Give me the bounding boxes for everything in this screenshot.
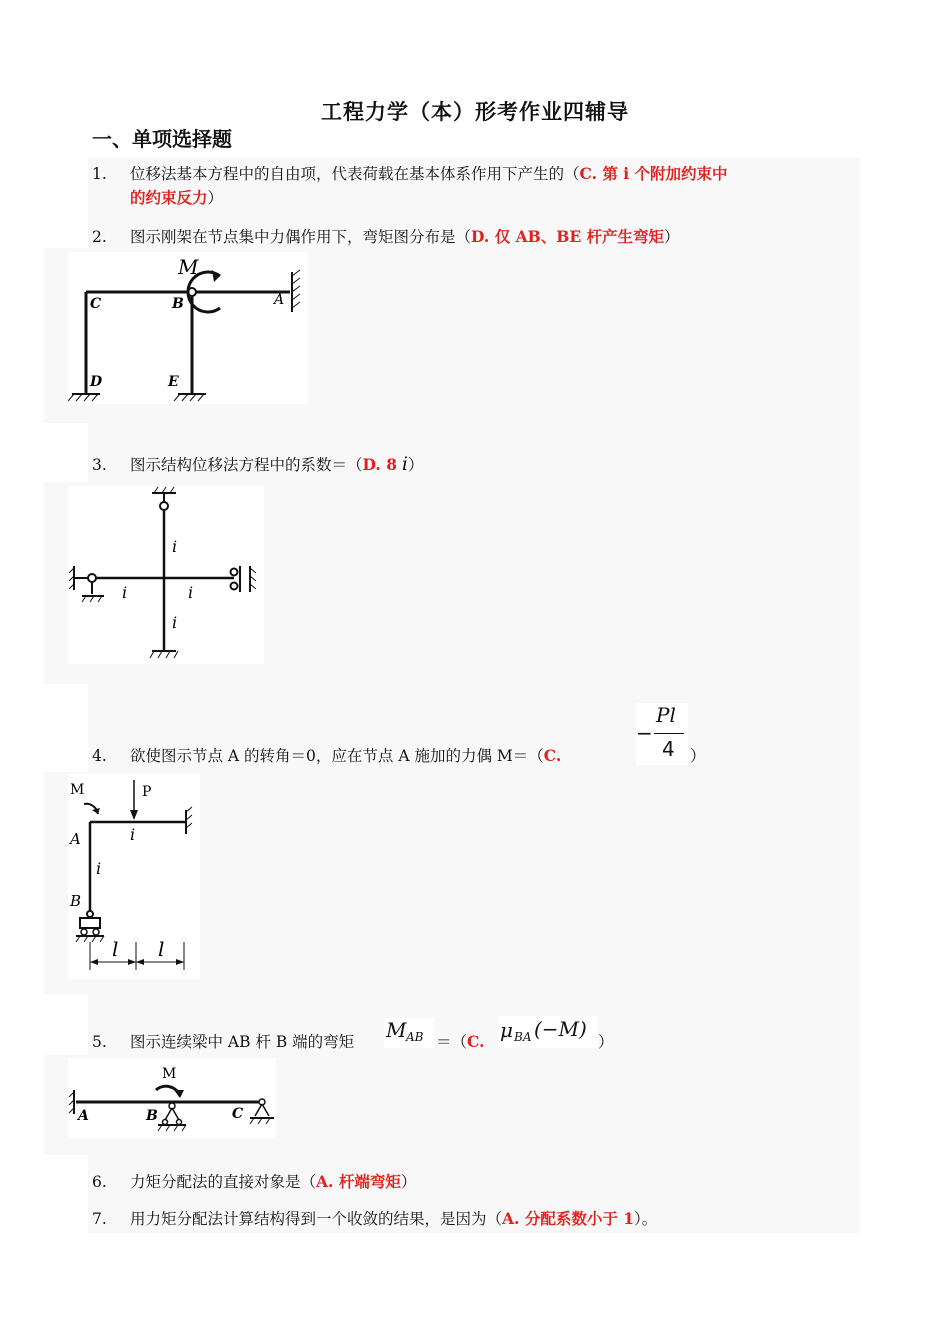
answer: C.	[543, 746, 562, 765]
question-text: 图示连续梁中 AB 杆 B 端的弯矩	[130, 1033, 355, 1051]
distribution-formula	[498, 1016, 598, 1048]
mu-argument: (−M)	[534, 1017, 587, 1041]
moment-symbol	[384, 1018, 434, 1048]
beam-diagram	[68, 1058, 276, 1138]
closing-paren: ）	[207, 189, 224, 207]
answer: D. 8	[362, 455, 397, 474]
fraction-denominator: 4	[662, 737, 675, 761]
question-1	[92, 162, 728, 210]
closing-paren: ）	[400, 1173, 417, 1191]
closing-paren: ）	[690, 747, 706, 765]
label-c: C	[232, 1106, 244, 1122]
label-m: M	[162, 1066, 177, 1082]
label-i-right: i	[188, 583, 194, 602]
question-7	[92, 1207, 657, 1231]
label-i-left: i	[122, 583, 128, 602]
answer: A. 分配系数小于 1	[502, 1209, 635, 1228]
equals-paren: ＝（	[436, 1033, 468, 1051]
question-number: 1.	[92, 165, 107, 183]
fraction-numerator: Pl	[656, 703, 676, 727]
figure-3-cross	[68, 486, 264, 664]
answer: C.	[467, 1032, 485, 1051]
math-i: i	[401, 453, 408, 475]
closing-paren: ）	[408, 456, 424, 474]
question-number: 4.	[92, 747, 107, 765]
moment-subscript: AB	[406, 1030, 424, 1044]
label-i-horizontal: i	[130, 825, 136, 844]
question-number: 6.	[92, 1173, 107, 1191]
mu-symbol: μ	[500, 1018, 513, 1042]
question-text: 欲使图示节点 A 的转角＝0，应在节点 A 施加的力偶 M＝（	[130, 747, 544, 765]
label-a: A	[274, 292, 285, 308]
label-i-bottom: i	[172, 613, 178, 632]
question-4	[92, 744, 561, 768]
question-text: 位移法基本方程中的自由项，代表荷载在基本体系作用下产生的（	[130, 165, 580, 183]
label-a: A	[78, 1108, 89, 1124]
section-heading: 一、单项选择题	[92, 127, 232, 151]
label-b: B	[146, 1108, 158, 1124]
frame-diagram-a	[68, 774, 200, 979]
label-b: B	[70, 892, 82, 910]
answer: C. 第 i 个附加约束中	[579, 164, 728, 183]
fraction-bar	[654, 733, 684, 734]
label-i-vertical: i	[96, 859, 102, 878]
moment-m: M	[386, 1018, 407, 1042]
question-text: 图示刚架在节点集中力偶作用下，弯矩图分布是（	[130, 228, 472, 246]
answer-continued: 的约束反力	[130, 188, 208, 207]
closing-paren: ）。	[634, 1210, 658, 1228]
cross-diagram	[68, 486, 264, 664]
label-a: A	[70, 830, 81, 848]
label-l-2: l	[158, 937, 165, 961]
answer: A. 杆端弯矩	[316, 1172, 401, 1191]
question-number: 7.	[92, 1210, 107, 1228]
label-c: C	[90, 296, 102, 312]
figure-4-frame	[68, 774, 200, 979]
question-2	[92, 225, 680, 249]
question-number: 2.	[92, 228, 107, 246]
fraction-formula	[636, 703, 688, 765]
question-number: 5.	[92, 1033, 107, 1051]
label-l-1: l	[112, 937, 119, 961]
mu-subscript: BA	[514, 1030, 532, 1044]
frame-diagram	[68, 252, 308, 404]
label-i-top: i	[172, 537, 178, 556]
label-m: M	[70, 782, 85, 798]
question-text: 用力矩分配法计算结构得到一个收敛的结果，是因为（	[130, 1210, 503, 1228]
question-text: 图示结构位移法方程中的系数＝（	[130, 456, 363, 474]
label-b: B	[172, 296, 184, 312]
question-5-answer	[436, 1030, 484, 1054]
question-number: 3.	[92, 456, 107, 474]
question-6	[92, 1170, 416, 1194]
label-d: D	[90, 374, 103, 390]
answer: D. 仅 AB、BE 杆产生弯矩	[471, 227, 665, 246]
figure-2-frame	[68, 252, 308, 404]
figure-5-beam	[68, 1058, 276, 1138]
closing-paren: ）	[598, 1033, 614, 1051]
fraction-sign: −	[636, 721, 653, 745]
label-moment: M	[178, 255, 199, 279]
label-e: E	[168, 374, 179, 390]
question-5	[92, 1030, 354, 1054]
document-title: 工程力学（本）形考作业四辅导	[321, 100, 629, 124]
label-p: P	[142, 784, 152, 800]
question-text: 力矩分配法的直接对象是（	[130, 1173, 317, 1191]
question-3	[92, 452, 424, 477]
closing-paren: ）	[664, 228, 680, 246]
